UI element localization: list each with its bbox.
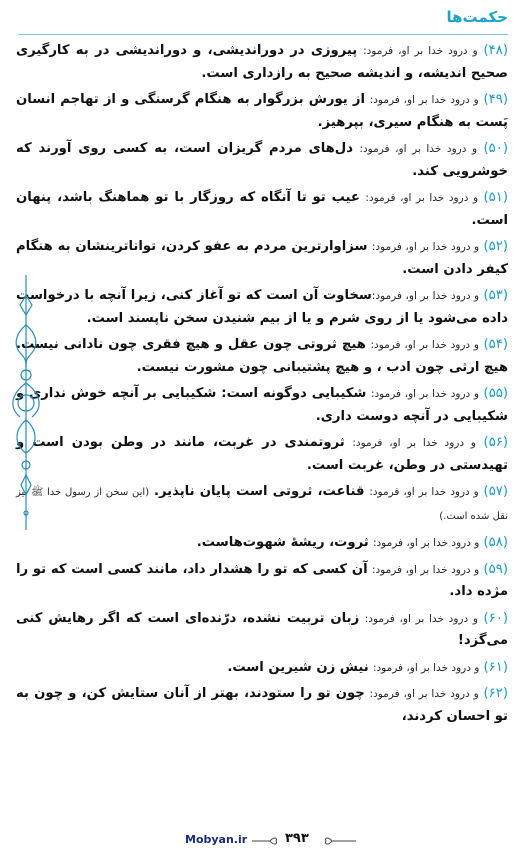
hadith-text: شکیبایی دوگونه است: شکیبایی بر آنچه خوش نداری و شکیبایی در آنچه دوست داری. (16, 386, 508, 424)
hadith-number: (۵۱) (483, 190, 508, 205)
hadith-intro: و درود خدا بر او، فرمود: (372, 537, 480, 549)
hadith-text: هیچ ثروتی چون عقل و هیچ فقری چون نادانی نیست. هیچ ارثی چون ادب ، و هیچ پشتیبانی چون مشورت نیست. (16, 337, 508, 375)
hadith-intro: و درود خدا بر او، فرمود: (364, 612, 478, 625)
hadith-text: پیروزی در دوراندیشی، و دوراندیشی در به کارگیری صحیح اندیشه، و اندیشه صحیح به رازداری است. (16, 43, 508, 81)
hadith-57 (16, 481, 508, 528)
margin-ornament-icon (6, 275, 46, 530)
hadith-list (16, 40, 508, 732)
page-header-title: حکمت‌ها (446, 8, 508, 26)
hadith-text: قناعت، ثروتی است پایان ناپذیر. (153, 484, 365, 499)
hadith-intro: و درود خدا بر او، فرمود: (369, 486, 479, 498)
hadith-text: عیب تو تا آنگاه که روزگار با تو هماهنگ باشد، پنهان است. (16, 190, 508, 228)
hadith-intro: و درود خدا بر او، فرمود: (370, 388, 479, 400)
hadith-number: (۵۶) (483, 435, 509, 450)
page-number: ۳۹۳ (285, 831, 309, 846)
hadith-50 (16, 138, 508, 183)
hadith-intro: و درود خدا بر او، فرمود: (365, 192, 479, 204)
hadith-56 (16, 432, 508, 477)
hadith-text: دل‌های مردم گریزان است، به کسی روی آورند که خوشرویی کند. (16, 141, 508, 179)
hadith-58 (16, 532, 508, 555)
hadith-51 (16, 187, 508, 232)
hadith-intro: و درود خدا بر او، فرمود: (371, 241, 480, 253)
footer-ornament-left-icon (250, 834, 280, 848)
hadith-intro: و درود خدا بر او، فرمود: (363, 45, 478, 57)
hadith-number: (۶۱) (483, 659, 508, 675)
hadith-61 (16, 657, 508, 680)
hadith-62 (16, 683, 508, 728)
hadith-number: (۵۹) (483, 561, 508, 577)
hadith-intro: و درود خدا بر او، فرمود: (352, 437, 476, 449)
hadith-intro: و درود خدا بر او، فرمود: (359, 143, 478, 155)
hadith-text: از یورش بزرگوار به هنگام گرسنگی و از تهاجم انسان پَست به هنگام سیری، بپرهیز. (16, 92, 508, 130)
hadith-text: آن کسی که تو را هشدار داد، مانند کسی است که تو را مژده داد. (16, 561, 508, 599)
hadith-text: چون تو را ستودند، بهتر از آنان ستایش کن، و چون به تو احسان کردند، (16, 686, 508, 724)
hadith-52 (16, 236, 508, 281)
hadith-60 (16, 608, 508, 653)
hadith-number: (۵۷) (483, 484, 509, 499)
hadith-text: زبان تربیت نشده، درّنده‌ای است که اگر رهایش کنی می‌گزد! (16, 610, 508, 648)
hadith-48 (16, 40, 508, 85)
header-divider (18, 34, 508, 35)
hadith-number: (۵۳) (483, 288, 508, 303)
hadith-number: (۵۵) (483, 386, 509, 401)
hadith-text: ثروت، ریشهٔ شهوت‌هاست. (196, 535, 369, 550)
hadith-number: (۴۸) (483, 43, 508, 58)
page-footer (0, 831, 520, 851)
hadith-note: (این سخن از رسول خدا ﷺ نیز نقل شده است.) (16, 487, 508, 522)
hadith-text: نیش زن شیرین است. (227, 659, 369, 675)
hadith-intro: و درود خدا بر او، فرمود: (371, 563, 480, 576)
hadith-text: ثروتمندی در غربت، مانند در وطن بودن است و تهیدستی در وطن، غربت است. (16, 435, 508, 473)
hadith-intro: و درود خدا بر او، فرمود: (369, 94, 479, 106)
hadith-59 (16, 559, 508, 604)
hadith-intro: و درود خدا بر او، فرمود: (371, 290, 480, 302)
hadith-number: (۵۸) (483, 535, 508, 550)
hadith-number: (۵۰) (483, 141, 508, 156)
hadith-54 (16, 334, 508, 379)
hadith-55 (16, 383, 508, 428)
hadith-intro: و درود خدا بر او، فرمود: (369, 688, 479, 700)
hadith-number: (۵۴) (483, 337, 508, 352)
hadith-number: (۵۲) (483, 239, 508, 254)
hadith-intro: و درود خدا بر او، فرمود: (372, 661, 480, 674)
hadith-number: (۴۹) (483, 92, 508, 107)
hadith-number: (۶۲) (483, 686, 508, 701)
footer-ornament-right-icon (318, 834, 358, 848)
hadith-49 (16, 89, 508, 134)
site-watermark: Mobyan.ir (185, 833, 248, 846)
hadith-intro: و درود خدا بر او، فرمود: (370, 339, 479, 351)
hadith-text: سزاوارترین مردم به عفو کردن، تواناترینشان به هنگام کیفر دادن است. (16, 239, 508, 277)
hadith-text: سخاوت آن است که تو آغاز کنی، زیرا آنچه با درخواست داده می‌شود یا از روی شرم و یا از بیم شنیدن سخن ناپسند است. (16, 288, 508, 326)
hadith-53 (16, 285, 508, 330)
hadith-number: (۶۰) (483, 610, 508, 626)
